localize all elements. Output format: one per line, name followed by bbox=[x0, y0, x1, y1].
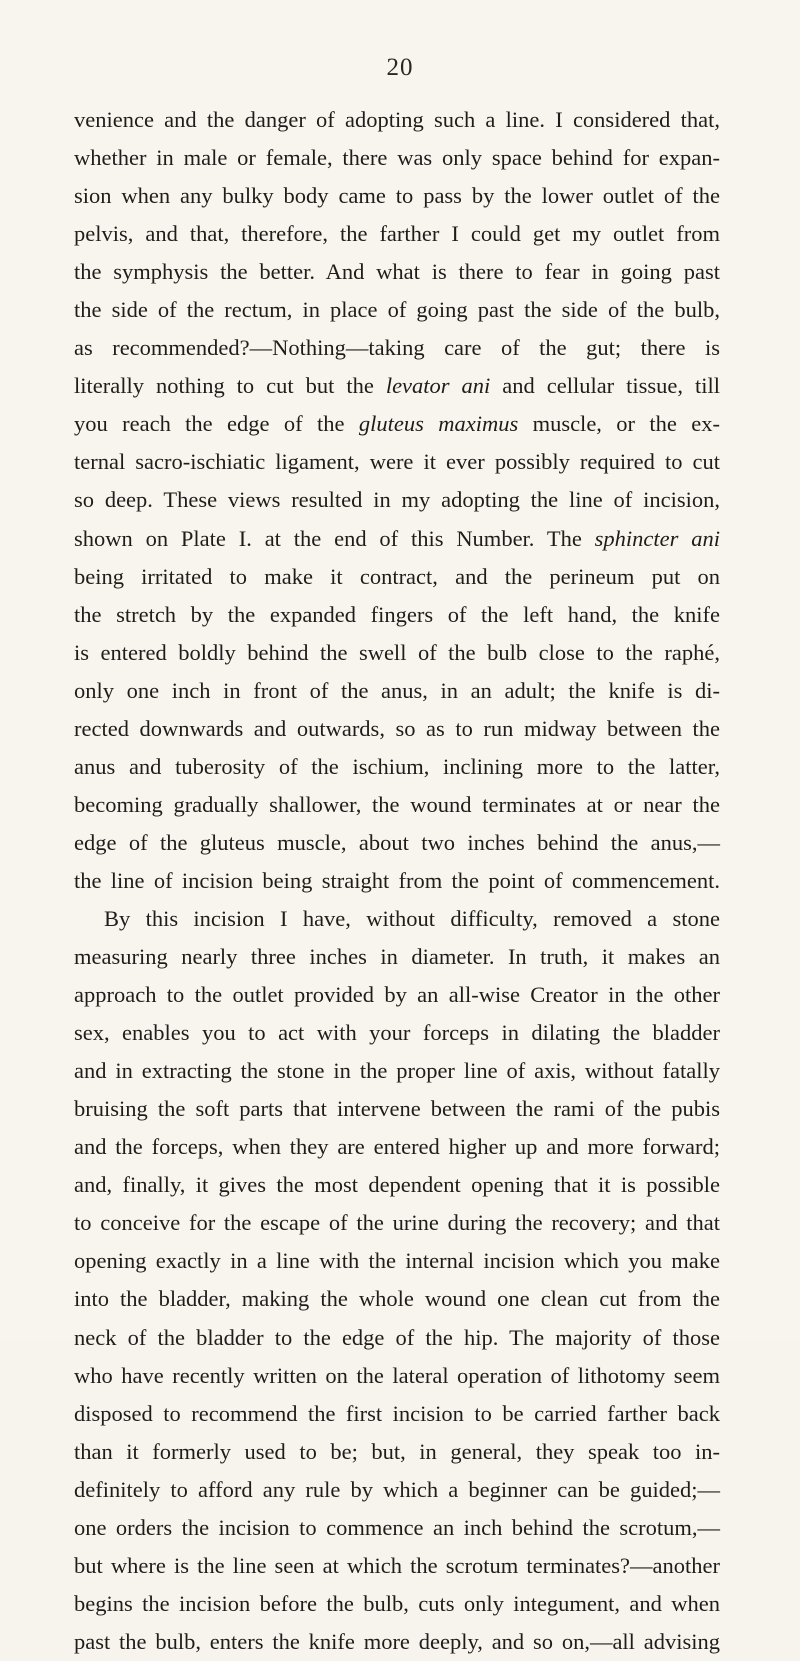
text-segment: sion when any bulky body came to pass by the lower outlet of the bbox=[74, 183, 720, 209]
text-segment: the stretch by the expanded fingers of the left hand, the knife bbox=[74, 601, 720, 627]
text-segment: begins the incision before the bulb, cuts only integument, and when bbox=[74, 1590, 720, 1616]
text-segment: but where is the line seen at which the scrotum terminates?—another bbox=[74, 1552, 720, 1578]
text-segment: and cellular tissue, till bbox=[490, 373, 721, 399]
text-segment: approach to the outlet provided by an all-wise Creator in the other bbox=[74, 982, 720, 1008]
text-segment: pelvis, and that, therefore, the farther I could get my outlet from bbox=[74, 221, 720, 247]
text-line bbox=[74, 748, 720, 786]
text-segment: one orders the incision to commence an inch behind the scrotum,— bbox=[74, 1514, 720, 1540]
text-line bbox=[74, 1547, 720, 1585]
text-segment: and in extracting the stone in the proper line of axis, without fatally bbox=[74, 1058, 720, 1084]
text-segment: and, finally, it gives the most dependent opening that it is possible bbox=[74, 1172, 720, 1198]
text-segment: as recommended?—Nothing—taking care of the gut; there is bbox=[74, 335, 720, 361]
text-line bbox=[74, 786, 720, 824]
text-line bbox=[74, 672, 720, 710]
text-line bbox=[74, 367, 720, 405]
text-line bbox=[74, 558, 720, 596]
text-line bbox=[74, 405, 720, 443]
text-segment: being irritated to make it contract, and the perineum put on bbox=[74, 563, 720, 589]
text-line bbox=[74, 329, 720, 367]
text-segment: opening exactly in a line with the internal incision which you make bbox=[74, 1248, 720, 1274]
text-line bbox=[74, 1090, 720, 1128]
text-line bbox=[74, 634, 720, 672]
text-line bbox=[74, 1280, 720, 1318]
text-segment: venience and the danger of adopting such a line. I considered that, bbox=[74, 107, 720, 132]
italic-term: gluteus maximus bbox=[358, 411, 519, 437]
text-line bbox=[74, 862, 720, 900]
text-segment: bruising the soft parts that intervene between the rami of the pubis bbox=[74, 1096, 720, 1122]
text-line bbox=[74, 1395, 720, 1433]
text-segment: into the bladder, making the whole wound one clean cut from the bbox=[74, 1286, 720, 1312]
text-line bbox=[74, 1585, 720, 1623]
text-line bbox=[74, 177, 720, 215]
text-segment: By this incision I have, without difficulty, removed a stone bbox=[104, 905, 720, 931]
text-segment: literally nothing to cut but the bbox=[74, 373, 386, 399]
text-line bbox=[74, 1166, 720, 1204]
text-segment: to conceive for the escape of the urine during the recovery; and that bbox=[74, 1210, 720, 1236]
text-line bbox=[74, 938, 720, 976]
text-segment: rected downwards and outwards, so as to run midway between the bbox=[74, 715, 720, 741]
text-segment: measuring nearly three inches in diameter. In truth, it makes an bbox=[74, 944, 720, 970]
italic-term: levator ani bbox=[385, 373, 491, 399]
text-segment: you reach the edge of the bbox=[74, 411, 359, 437]
text-segment: only one inch in front of the anus, in an adult; the knife is di- bbox=[74, 677, 720, 703]
text-line bbox=[74, 443, 720, 481]
text-segment: the line of incision being straight from the point of commencement. bbox=[74, 867, 720, 893]
text-line bbox=[74, 1204, 720, 1242]
text-line bbox=[74, 481, 720, 519]
text-line bbox=[74, 1014, 720, 1052]
text-line bbox=[74, 520, 720, 558]
text-line bbox=[74, 596, 720, 634]
text-segment: edge of the gluteus muscle, about two inches behind the anus,— bbox=[74, 829, 720, 855]
text-line bbox=[74, 1242, 720, 1280]
text-segment: sex, enables you to act with your forceps in dilating the bladder bbox=[74, 1020, 720, 1046]
text-line bbox=[74, 1052, 720, 1090]
text-segment: the side of the rectum, in place of going past the side of the bulb, bbox=[74, 297, 720, 323]
text-segment: than it formerly used to be; but, in general, they speak too in- bbox=[74, 1438, 720, 1464]
text-line bbox=[74, 824, 720, 862]
text-line bbox=[74, 215, 720, 253]
italic-term: sphincter ani bbox=[594, 525, 720, 551]
body-text bbox=[74, 101, 720, 1661]
text-line bbox=[74, 1128, 720, 1166]
text-segment: becoming gradually shallower, the wound terminates at or near the bbox=[74, 791, 720, 817]
page-number: 20 bbox=[386, 54, 414, 81]
text-segment: anus and tuberosity of the ischium, inclining more to the latter, bbox=[74, 753, 720, 779]
text-line bbox=[74, 1319, 720, 1357]
text-line bbox=[74, 1433, 720, 1471]
text-line bbox=[74, 1357, 720, 1395]
text-segment: whether in male or female, there was only space behind for expan- bbox=[74, 145, 720, 171]
text-line bbox=[74, 101, 720, 139]
text-line bbox=[74, 1623, 720, 1661]
text-line bbox=[74, 976, 720, 1014]
text-segment: neck of the bladder to the edge of the hip. The majority of those bbox=[74, 1324, 720, 1350]
text-segment: disposed to recommend the first incision to be carried farther back bbox=[74, 1400, 720, 1426]
text-line bbox=[74, 139, 720, 177]
text-segment: definitely to afford any rule by which a beginner can be guided;— bbox=[74, 1476, 720, 1502]
text-segment: past the bulb, enters the knife more deeply, and so on,—all advising bbox=[74, 1628, 720, 1654]
text-line bbox=[74, 1509, 720, 1547]
text-line bbox=[74, 1471, 720, 1509]
text-line bbox=[74, 900, 720, 938]
text-segment: the symphysis the better. And what is there to fear in going past bbox=[74, 259, 720, 285]
text-segment: who have recently written on the lateral operation of lithotomy seem bbox=[74, 1362, 720, 1388]
text-segment: shown on Plate I. at the end of this Number. The bbox=[74, 525, 595, 551]
text-segment: so deep. These views resulted in my adopting the line of incision, bbox=[74, 487, 720, 513]
text-line bbox=[74, 710, 720, 748]
text-line bbox=[74, 253, 720, 291]
text-segment: is entered boldly behind the swell of the bulb close to the raphé, bbox=[74, 639, 720, 665]
text-segment: and the forceps, when they are entered higher up and more forward; bbox=[74, 1134, 720, 1160]
text-line bbox=[74, 291, 720, 329]
text-segment: muscle, or the ex- bbox=[518, 411, 720, 437]
text-segment: ternal sacro-ischiatic ligament, were it ever possibly required to cut bbox=[74, 449, 720, 475]
